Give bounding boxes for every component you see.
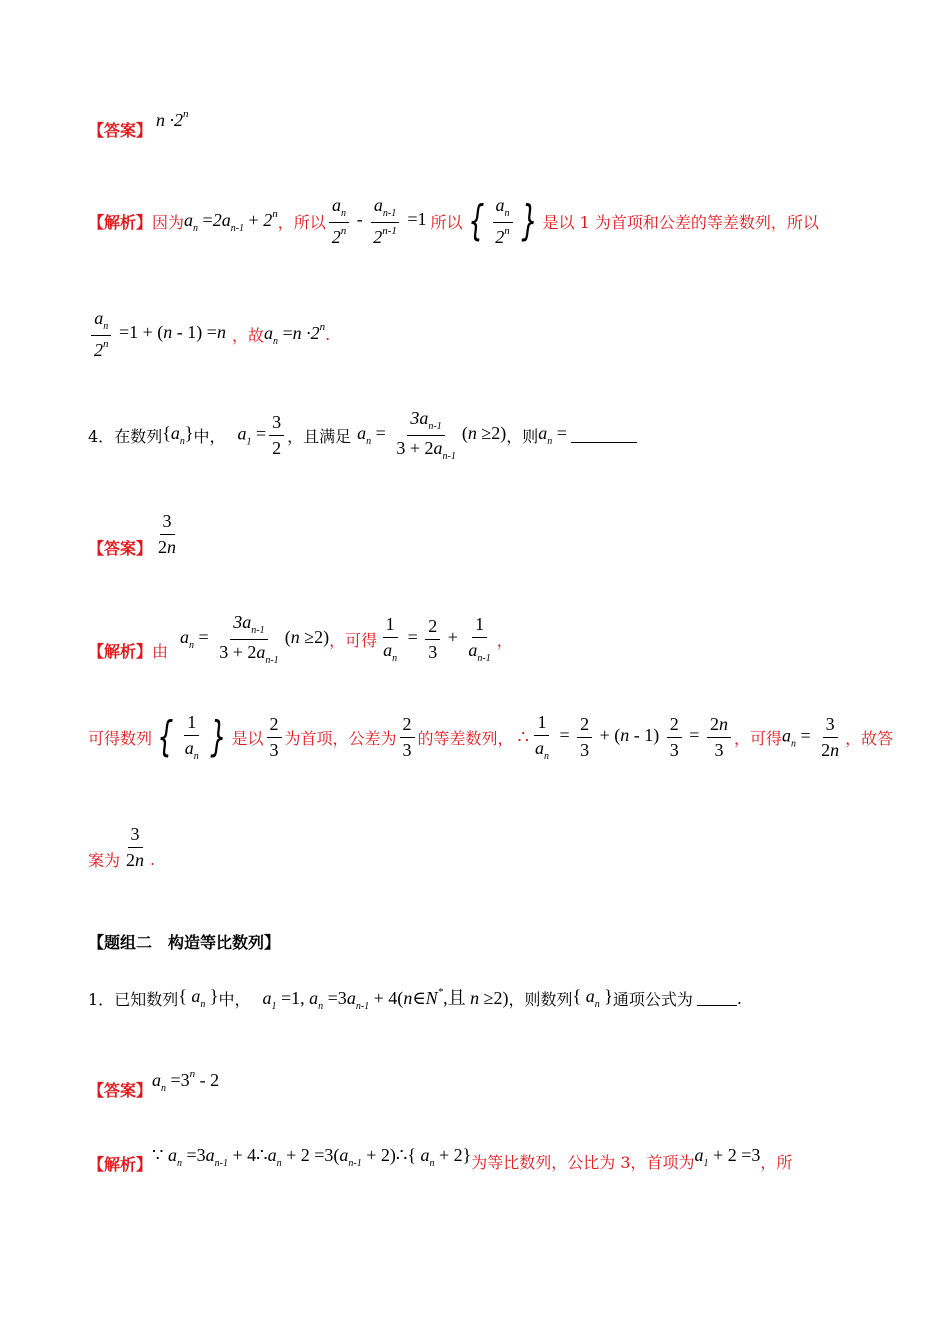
section-title: 【题组二 构造等比数列】 — [88, 933, 281, 952]
analysis-block-4-end — [88, 824, 155, 871]
question-text: 通项公式为 — [612, 989, 693, 1009]
formula-conditions: $a_1 =1$, $a_n =3a_{n-1}$ + 4(n∈N*,且 n ≥2) — [262, 986, 509, 1012]
question-4 — [88, 408, 637, 462]
analysis-text-so: ，所以 — [277, 212, 326, 232]
question-text: ，则数列 — [508, 989, 573, 1009]
formula-final: $a_n =n \cdot 2^n$ — [263, 321, 326, 348]
analysis-block-1-cont — [88, 308, 330, 360]
analysis-text-so2: 所以 — [430, 212, 463, 232]
analysis-text: 可得数列 — [88, 728, 153, 748]
formula-seq-brace: { $\frac{a_n}{2^n}$ } — [467, 195, 538, 247]
analysis-text: 案为 — [88, 851, 121, 870]
analysis-label: 【解析】 — [88, 212, 153, 232]
analysis-text: 为等比数列，公比为 3，首项为 — [471, 1153, 695, 1172]
analysis-text: ，所 — [760, 1153, 793, 1172]
answer-label: 【答案】 — [88, 121, 153, 140]
formula-an: $a_n$ = — [538, 423, 567, 447]
answer-block-g2 — [88, 1060, 219, 1101]
formula-first-term: $a_1 + 2 =3$ — [694, 1144, 761, 1169]
analysis-period: . — [150, 850, 156, 869]
formula-recurrence-q4: $a_n$ = $\frac{3a_{n-1}}{3 + 2a_{n-1}}$ (n ≥2) — [357, 408, 507, 462]
formula-recurrence: $a_n =2a_{n-1} + 2^n$ — [184, 208, 278, 235]
formula-derivation: ∵ $a_n =3a_{n-1}$ + $4\therefore a_n + 2 =3(a_{n-1}$ + 2)∴{ $a_n + 2$} — [152, 1144, 472, 1169]
formula-diff: $\frac{a_n}{2^n}$ - $\frac{a_{n-1}}{2^{n-1}}$ =1 — [326, 195, 427, 247]
formula-seq: $\{a_n\}$ — [162, 423, 194, 447]
analysis-text: 为首项，公差为 — [284, 728, 397, 748]
question-text: 中， — [218, 989, 251, 1009]
question-text: ，且满足 — [287, 426, 352, 446]
question-number: 1． — [88, 989, 115, 1009]
analysis-text-seq: 是以 1 为首项和公差的等差数列，所以 — [542, 212, 819, 232]
formula-recurrence-a4: $a_n$ = $\frac{3a_{n-1}}{3 + 2a_{n-1}}$ (n ≥2) — [180, 612, 330, 666]
analysis-text: 的等差数列， — [417, 728, 514, 748]
formula-result: $\frac{a_n}{2^n}$ =1 + (n - 1) =n — [88, 308, 226, 360]
question-text: ，则 — [506, 426, 539, 446]
analysis-label: 【解析】 — [88, 1155, 153, 1174]
formula-seq-brace: { $\frac{1}{a_n}$ } — [157, 712, 227, 762]
analysis-block-1 — [88, 195, 819, 247]
section-heading — [88, 930, 280, 953]
formula-an-result: $a_n$ = $\frac{3}{2n}$ — [781, 713, 840, 760]
answer-expr: $n \cdot 2^n$ — [156, 108, 189, 130]
answer-block-4 — [88, 510, 182, 559]
formula-seq: { $a_n$ } — [572, 986, 613, 1010]
analysis-block-4: 【解析】 由 $a_n$ = $\frac{3a_{n-1}}{3 + 2a_{n-1}}$ (n ≥2) ，可得 $\frac{1}{a_n}$ = $\frac{2}{3}$ + $\frac{1}{a_{n-1}}$ ， — [88, 612, 513, 666]
question-text: . — [736, 988, 742, 1008]
analysis-period: . — [325, 324, 331, 344]
answer-label: 【答案】 — [88, 1081, 153, 1100]
formula-general: $\frac{1}{a_n}$ = $\frac{2}{3}$ + (n - 1) $\frac{2}{3}$ = $\frac{2n}{3}$ — [529, 712, 734, 762]
question-1-group2 — [88, 984, 742, 1012]
analysis-text: 由 — [152, 641, 169, 661]
formula-a1: $a_1$ = $\frac{3}{2}$ — [238, 412, 288, 458]
answer-blank — [571, 428, 637, 443]
formula-reciprocal: $\frac{1}{a_n}$ = $\frac{2}{3}$ + $\frac{1}{a_{n-1}}$ — [383, 613, 491, 664]
question-text: 在数列 — [114, 426, 163, 446]
analysis-block-4-cont: 可得数列 { $\frac{1}{a_n}$ } 是以 $\frac{2}{3}$ 为首项，公差为 $\frac{2}{3}$ 的等差数列， ∴ $\frac{1}{a_n}$ = $\frac{2}{3}$ + (n - 1) $\frac{2}{3}$ = $\frac{2n}{3}$ ，可得 $a_n$ = $\frac{3}{2n}$ ，故答 — [88, 712, 894, 762]
analysis-text: ，可得 — [329, 630, 378, 650]
analysis-label: 【解析】 — [88, 641, 153, 661]
analysis-block-g2 — [88, 1138, 792, 1175]
analysis-text: ，可得 — [733, 728, 782, 748]
analysis-text: ，故答 — [845, 728, 894, 748]
formula-seq: { $a_n$ } — [178, 986, 219, 1010]
answer-blank — [697, 991, 737, 1006]
question-text: 已知数列 — [114, 989, 179, 1009]
answer-block-1 — [88, 108, 189, 141]
answer-expr: $\frac{3}{2n}$ — [158, 511, 177, 557]
analysis-text-gu: ，故 — [231, 325, 264, 345]
answer-label: 【答案】 — [88, 539, 153, 558]
answer-expr: $a_n =3^n - 2$ — [152, 1067, 220, 1094]
question-text: 中， — [193, 426, 226, 446]
answer-final: $\frac{3}{2n}$ — [126, 824, 145, 870]
analysis-text: 是以 — [231, 728, 264, 748]
analysis-text-because: 因为 — [152, 212, 185, 232]
question-number: 4． — [88, 426, 115, 446]
